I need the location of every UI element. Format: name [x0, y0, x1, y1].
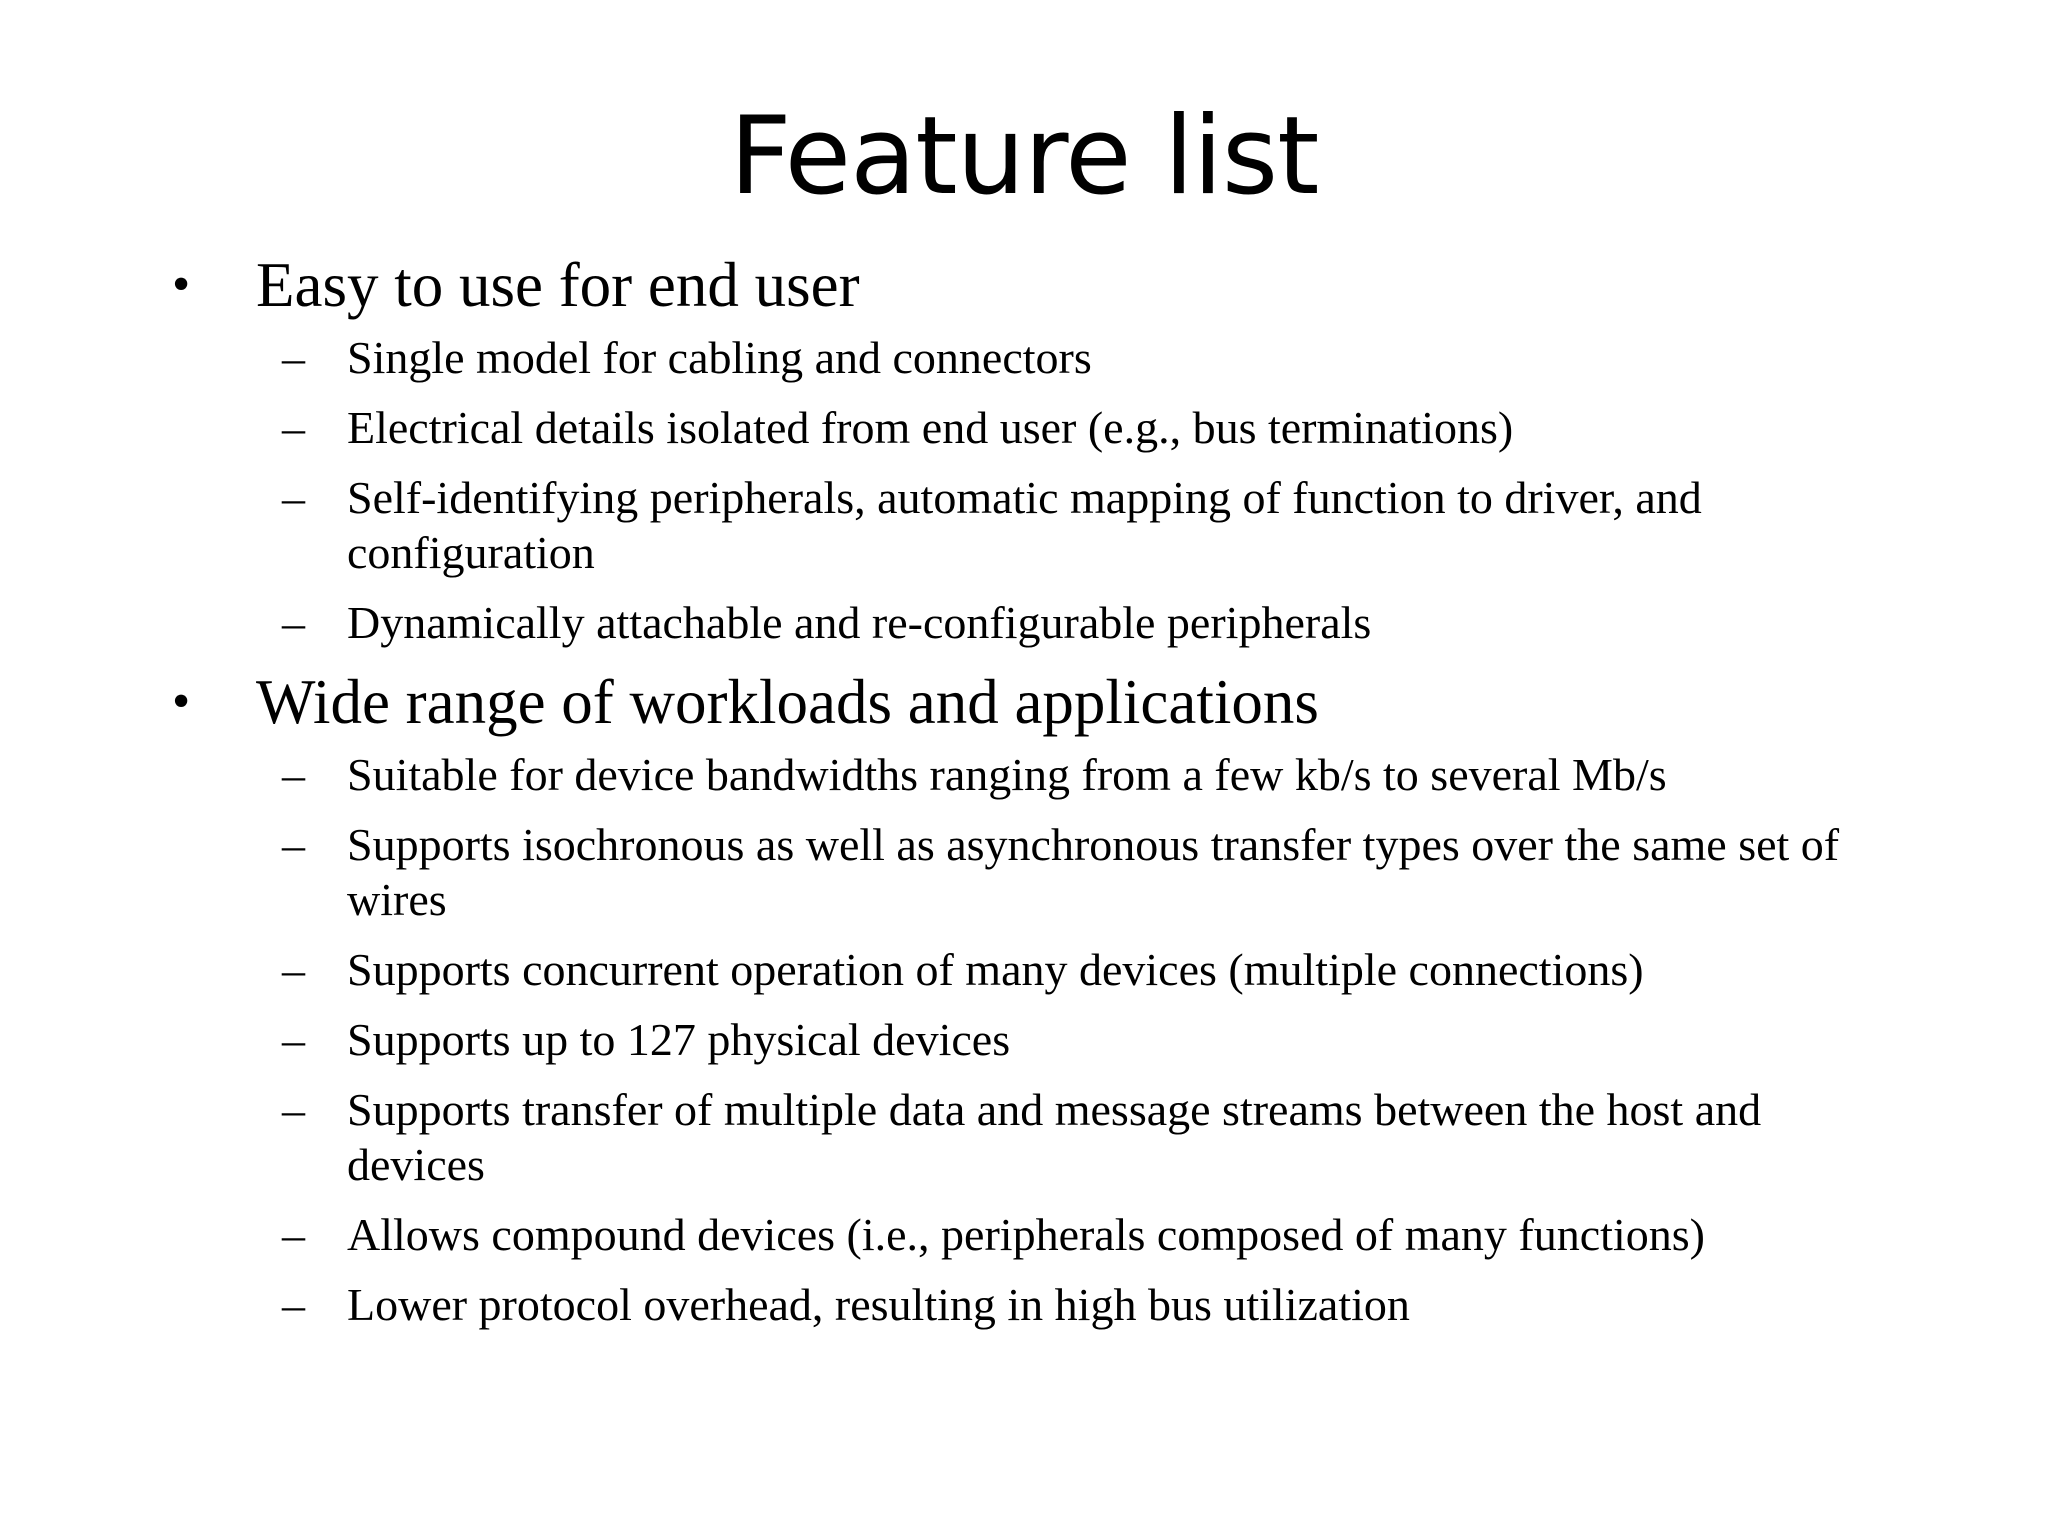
dash-marker: –: [282, 332, 305, 383]
bullet-item: [172, 248, 1916, 322]
dash-marker: –: [282, 1084, 305, 1135]
sub-bullet-text: Supports transfer of multiple data and message streams between the host and devices: [347, 1084, 1762, 1190]
dash-marker: –: [282, 944, 305, 995]
sub-bullet-text: Self-identifying peripherals, automatic mapping of function to driver, and configuration: [347, 472, 1702, 578]
dash-marker: –: [282, 472, 305, 523]
slide-title: Feature list: [729, 94, 1319, 219]
bullet-text: Easy to use for end user: [256, 250, 860, 320]
sub-bullet-text: Supports concurrent operation of many devices (multiple connections): [347, 944, 1644, 995]
sub-bullet-item: [282, 1277, 1907, 1332]
dash-marker: –: [282, 819, 305, 870]
dash-marker: –: [282, 1014, 305, 1065]
sub-bullet-text: Suitable for device bandwidths ranging from a few kb/s to several Mb/s: [347, 749, 1667, 800]
sub-bullet-item: [282, 400, 1907, 455]
dash-marker: –: [282, 1279, 305, 1330]
sub-bullet-text: Lower protocol overhead, resulting in high bus utilization: [347, 1279, 1410, 1330]
sub-bullet-item: [282, 1082, 1907, 1192]
sub-bullet-item: [282, 1012, 1907, 1067]
dash-marker: –: [282, 402, 305, 453]
sub-bullet-text: Dynamically attachable and re-configurable peripherals: [347, 597, 1372, 648]
sub-bullet-text: Supports up to 127 physical devices: [347, 1014, 1011, 1065]
dash-marker: –: [282, 597, 305, 648]
bullet-list: [0, 248, 2048, 1347]
sub-bullet-item: [282, 330, 1907, 385]
sub-bullet-text: Supports isochronous as well as asynchronous transfer types over the same set of wires: [347, 819, 1840, 925]
dash-marker: –: [282, 1209, 305, 1260]
sub-bullet-item: [282, 1207, 1907, 1262]
sub-bullet-item: [282, 595, 1907, 650]
bullet-item: [172, 665, 1916, 739]
bullet-marker: •: [172, 673, 191, 730]
sub-bullet-item: [282, 470, 1907, 580]
bullet-text: Wide range of workloads and applications: [256, 667, 1319, 737]
sub-bullet-text: Electrical details isolated from end user (e.g., bus terminations): [347, 402, 1514, 453]
dash-marker: –: [282, 749, 305, 800]
sub-bullet-text: Single model for cabling and connectors: [347, 332, 1092, 383]
sub-bullet-item: [282, 817, 1907, 927]
bullet-marker: •: [172, 256, 191, 313]
sub-bullet-item: [282, 747, 1907, 802]
sub-bullet-text: Allows compound devices (i.e., peripherals composed of many functions): [347, 1209, 1705, 1260]
sub-bullet-item: [282, 942, 1907, 997]
